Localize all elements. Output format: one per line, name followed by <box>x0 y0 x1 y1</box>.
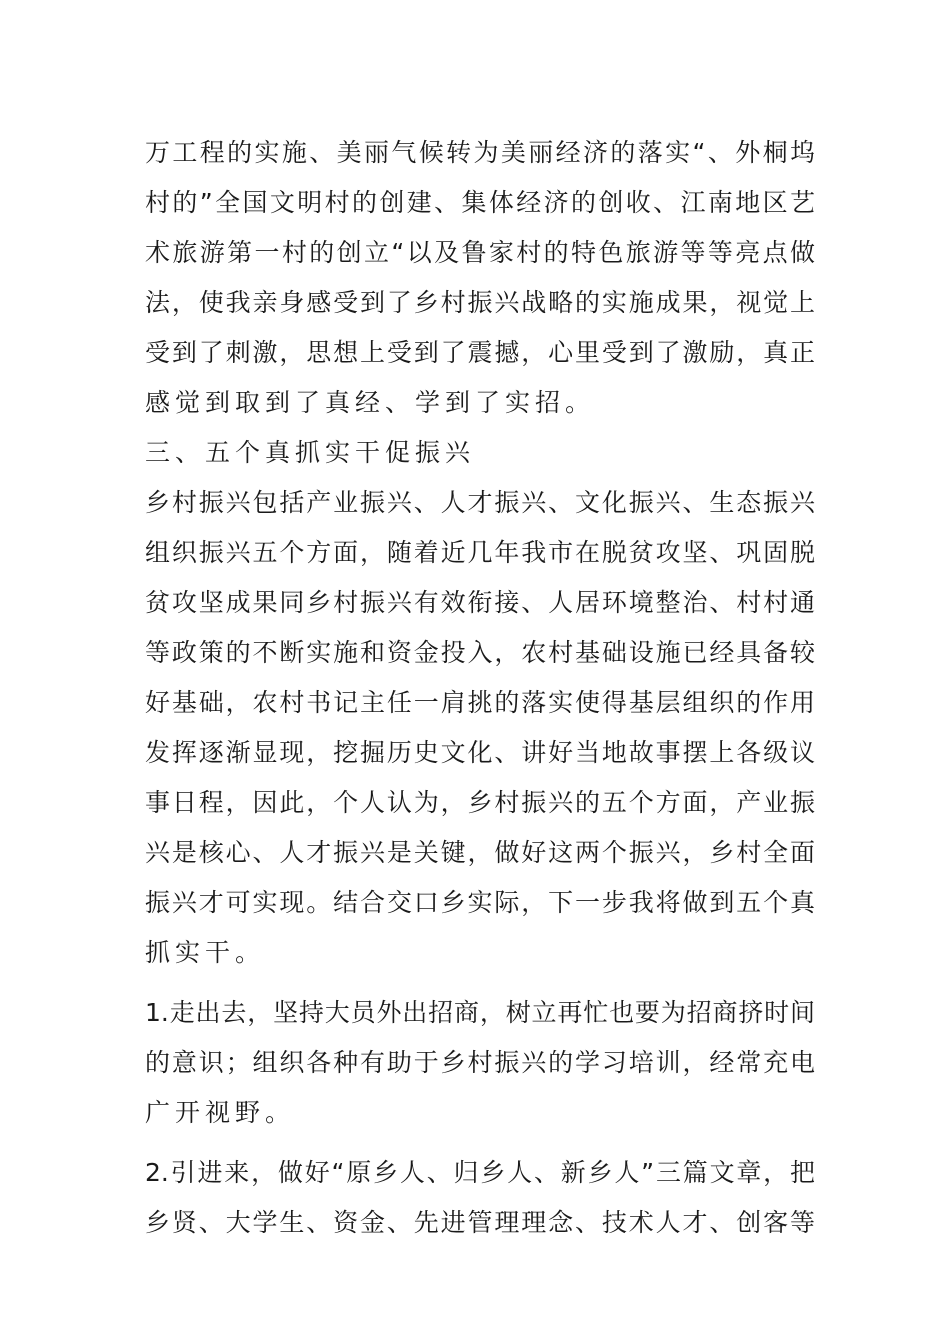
paragraph-line: 抓实干。 <box>145 938 266 967</box>
list-item-line: 2.引进来，做好“原乡人、归乡人、新乡人”三篇文章，把 <box>145 1158 815 1187</box>
list-item-line: 1.走出去，坚持大员外出招商，树立再忙也要为招商挤时间 <box>145 998 815 1027</box>
list-item-line: 的意识；组织各种有助于乡村振兴的学习培训，经常充电 <box>145 1048 815 1077</box>
paragraph-line: 受到了刺激，思想上受到了震撼，心里受到了激励，真正 <box>145 338 815 367</box>
paragraph-line: 等政策的不断实施和资金投入，农村基础设施已经具备较 <box>145 638 815 667</box>
paragraph-line: 感觉到取到了真经、学到了实招。 <box>145 388 596 417</box>
list-item-line: 广开视野。 <box>145 1098 296 1127</box>
paragraph-line: 好基础，农村书记主任一肩挑的落实使得基层组织的作用 <box>145 688 815 717</box>
paragraph-line: 兴是核心、人才振兴是关键，做好这两个振兴，乡村全面 <box>145 838 815 867</box>
paragraph-line: 贫攻坚成果同乡村振兴有效衔接、人居环境整治、村村通 <box>145 588 815 617</box>
paragraph-line: 组织振兴五个方面，随着近几年我市在脱贫攻坚、巩固脱 <box>145 538 815 567</box>
paragraph-line: 发挥逐渐显现，挖掘历史文化、讲好当地故事摆上各级议 <box>145 738 815 767</box>
paragraph-line: 法，使我亲身感受到了乡村振兴战略的实施成果，视觉上 <box>145 288 815 317</box>
paragraph-line: 事日程，因此，个人认为，乡村振兴的五个方面，产业振 <box>145 788 815 817</box>
section-heading: 三、五个真抓实干促振兴 <box>145 438 476 467</box>
list-item-line: 乡贤、大学生、资金、先进管理理念、技术人才、创客等 <box>145 1208 815 1237</box>
paragraph-line: 乡村振兴包括产业振兴、人才振兴、文化振兴、生态振兴 <box>145 488 815 517</box>
paragraph-line: 振兴才可实现。结合交口乡实际，下一步我将做到五个真 <box>145 888 815 917</box>
paragraph-line: 村的”全国文明村的创建、集体经济的创收、江南地区艺 <box>145 188 815 217</box>
paragraph-line: 术旅游第一村的创立“以及鲁家村的特色旅游等等亮点做 <box>145 238 815 267</box>
paragraph-line: 万工程的实施、美丽气候转为美丽经济的落实“、外桐坞 <box>145 138 815 167</box>
